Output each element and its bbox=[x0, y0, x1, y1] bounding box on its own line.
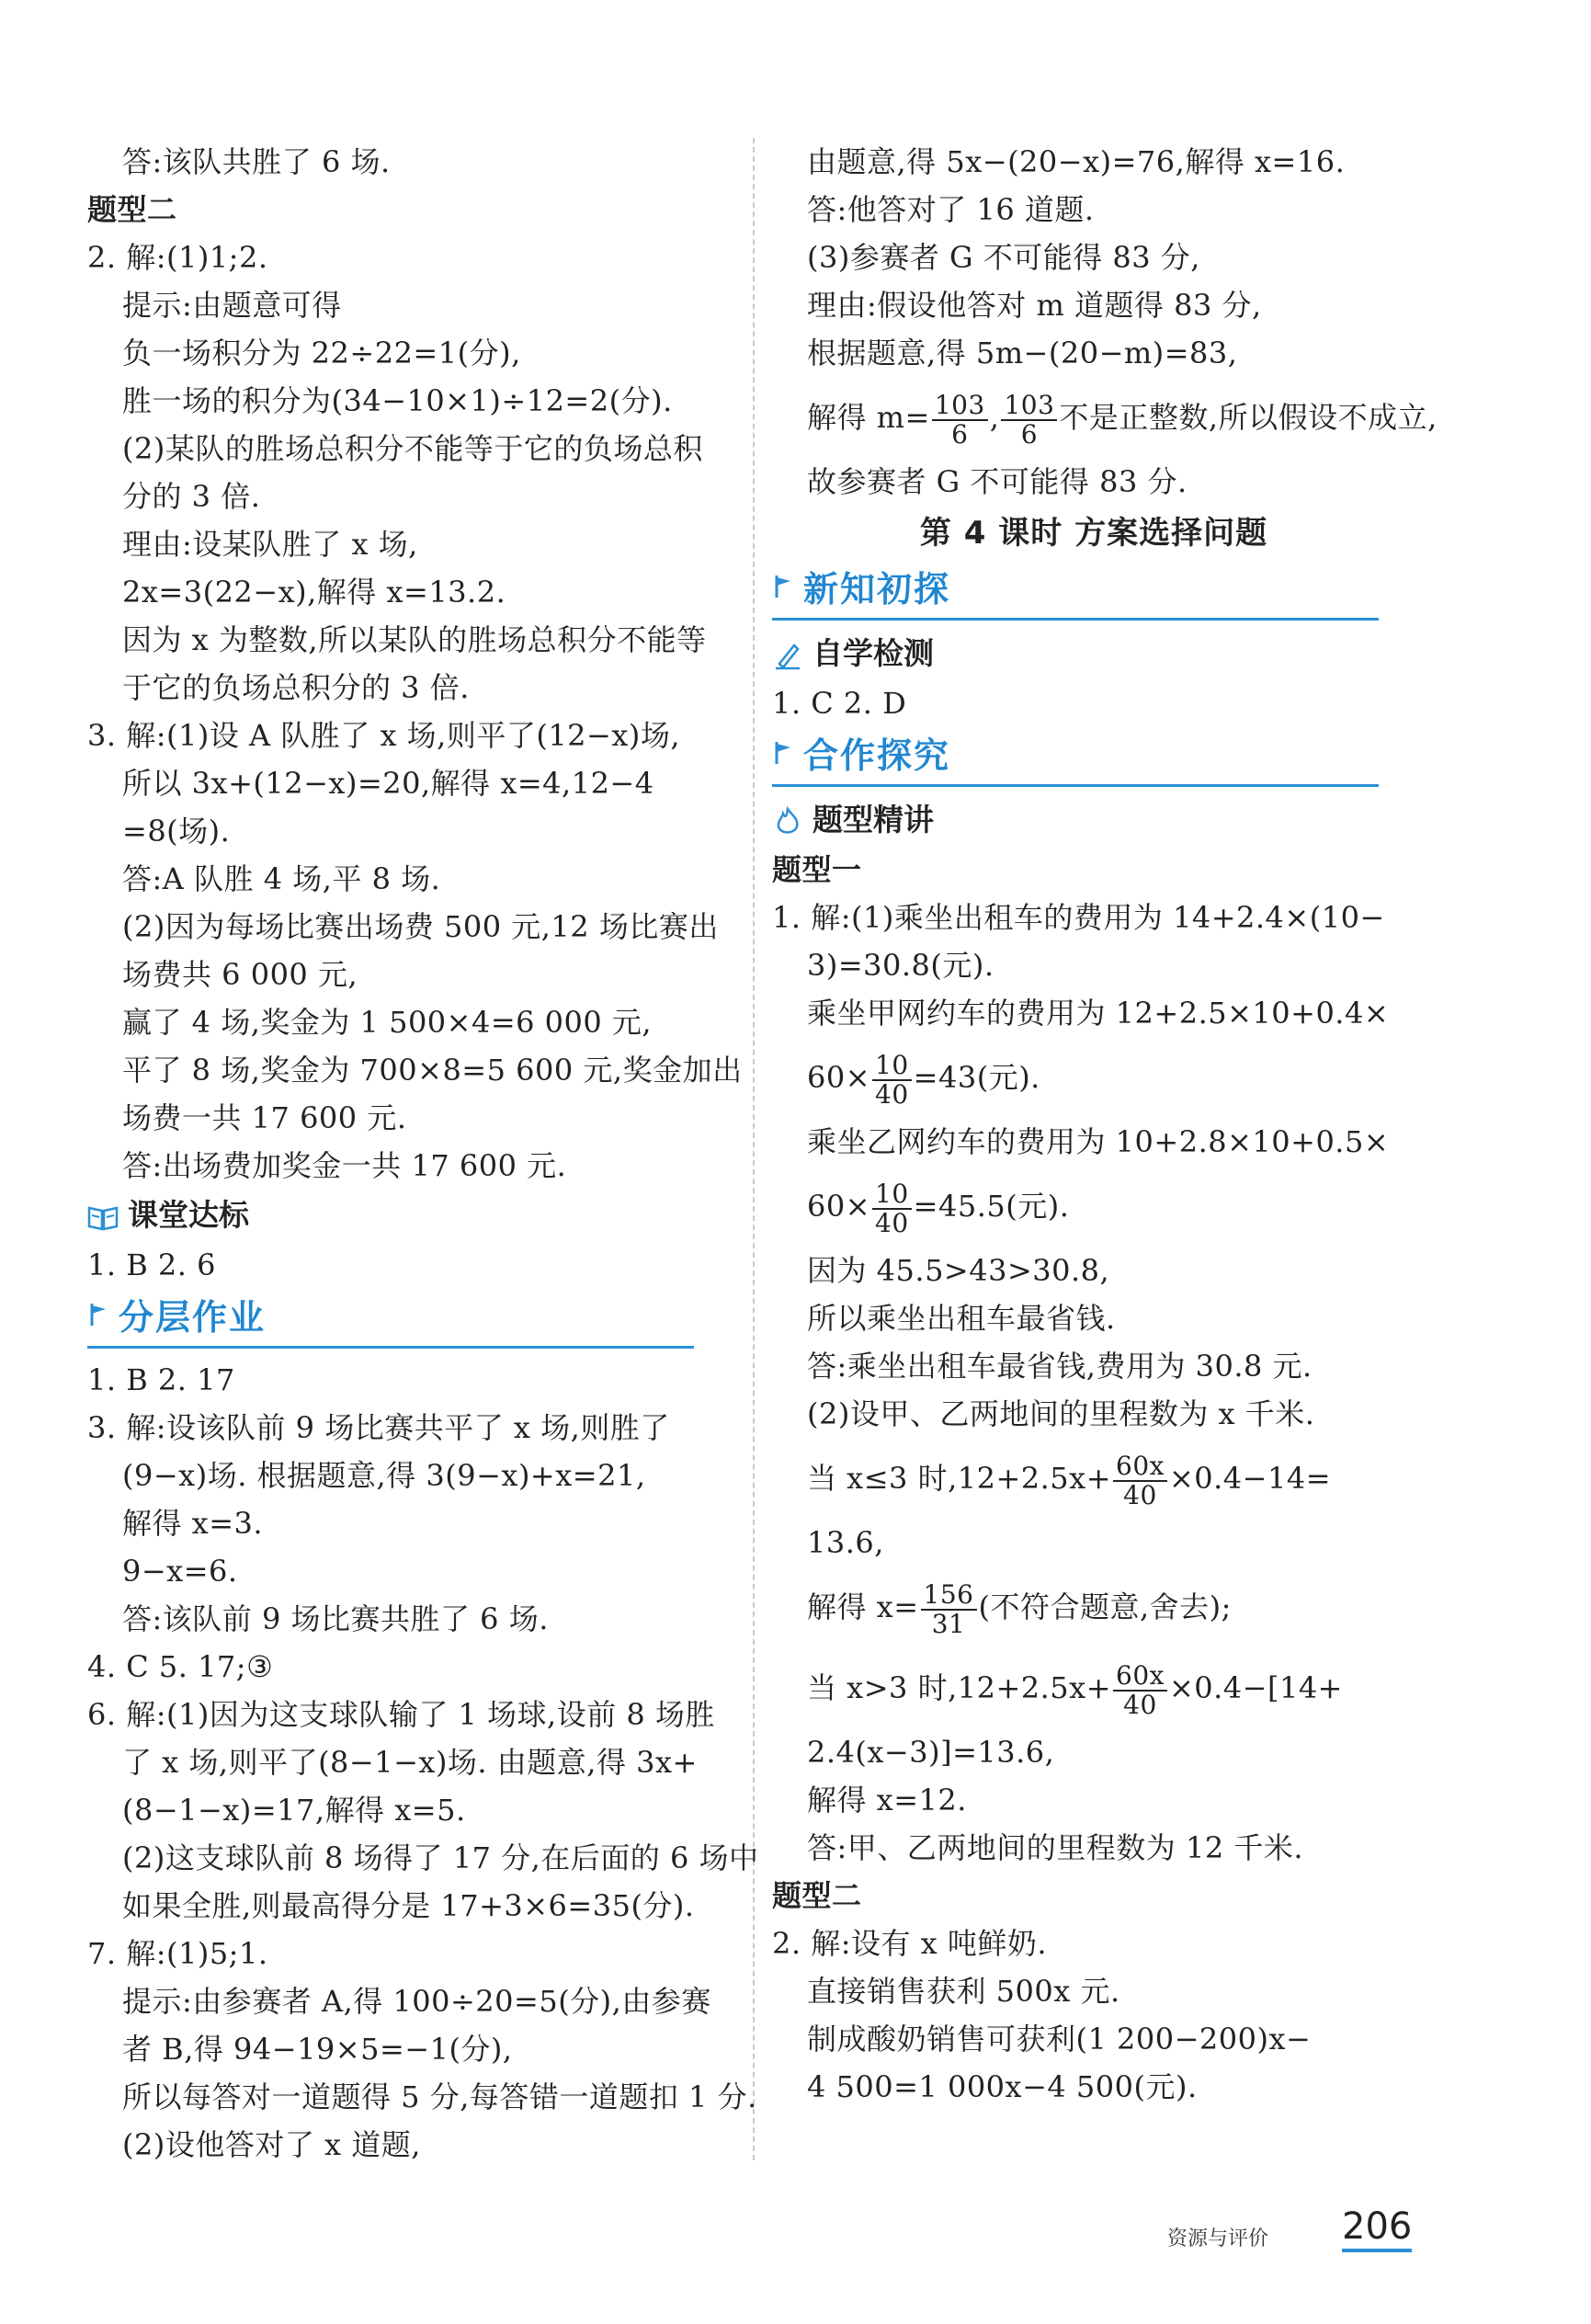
section-bar-title: 分层作业 bbox=[119, 1297, 267, 1338]
answer-line: 答:他答对了 16 道题. bbox=[807, 192, 1095, 227]
solution-line-with-fraction bbox=[772, 1037, 1415, 1118]
solution-line: 乘坐乙网约车的费用为 10+2.8×10+0.5× bbox=[807, 1124, 1390, 1159]
solution-line: (2)这支球队前 8 场得了 17 分,在后面的 6 场中 bbox=[122, 1840, 759, 1875]
solution-line: (2)设甲、乙两地间的里程数为 x 千米. bbox=[807, 1396, 1315, 1431]
numerator: 103 bbox=[932, 392, 988, 421]
answer-line: 1. B 2. 17 bbox=[87, 1362, 235, 1397]
solution-line: 制成酸奶销售可获利(1 200−200)x− bbox=[807, 2022, 1312, 2056]
section-bar-fenceng-zuoye bbox=[87, 1293, 694, 1349]
problem-type-heading: 题型二 bbox=[87, 192, 177, 227]
solution-line: 了 x 场,则平了(8−1−x)场. 由题意,得 3x+ bbox=[122, 1745, 698, 1780]
numerator: 10 bbox=[872, 1180, 912, 1210]
text-segment: 60× bbox=[807, 1060, 871, 1095]
flag-icon bbox=[87, 1302, 111, 1327]
solution-line: (3)参赛者 G 不可能得 83 分, bbox=[807, 240, 1200, 275]
solution-line: 根据题意,得 5m−(20−m)=83, bbox=[807, 336, 1238, 370]
solution-line: 6. 解:(1)因为这支球队输了 1 场球,设前 8 场胜 bbox=[87, 1697, 715, 1732]
solution-line: 提示:由题意可得 bbox=[122, 288, 342, 323]
solution-line: 于它的负场总积分的 3 倍. bbox=[122, 670, 470, 705]
solution-line: (2)设他答对了 x 道题, bbox=[122, 2127, 421, 2162]
solution-line: 1. 解:(1)乘坐出租车的费用为 14+2.4×(10− bbox=[772, 900, 1385, 935]
section-bar-xinzhi-chutan bbox=[772, 564, 1379, 621]
fraction bbox=[932, 389, 988, 450]
answer-line: 答:乘坐出租车最省钱,费用为 30.8 元. bbox=[807, 1349, 1313, 1384]
text-segment: 当 x>3 时,12+2.5x+ bbox=[807, 1670, 1112, 1705]
solution-line-with-fraction bbox=[772, 1647, 1415, 1728]
solution-line: (8−1−x)=17,解得 x=5. bbox=[122, 1793, 466, 1828]
problem-type-heading: 题型二 bbox=[772, 1878, 862, 1913]
section-heading-text: 题型精讲 bbox=[813, 802, 934, 837]
section-heading-text: 课堂达标 bbox=[128, 1197, 249, 1233]
section-bar-title: 合作探究 bbox=[803, 735, 951, 776]
answer-line: 答:甲、乙两地间的里程数为 12 千米. bbox=[807, 1830, 1304, 1865]
section-heading-text: 自学检测 bbox=[813, 635, 934, 671]
solution-line: 由题意,得 5x−(20−x)=76,解得 x=16. bbox=[807, 144, 1346, 179]
solution-line: 所以乘坐出租车最省钱. bbox=[807, 1301, 1116, 1336]
fraction bbox=[1001, 389, 1057, 450]
fraction bbox=[872, 1049, 912, 1110]
text-segment: ×0.4−[14+ bbox=[1168, 1670, 1343, 1705]
denominator: 6 bbox=[1020, 418, 1039, 450]
solution-line-with-fraction bbox=[772, 1438, 1415, 1519]
solution-line-with-fraction bbox=[772, 1166, 1415, 1247]
solution-line: 理由:假设他答对 m 道题得 83 分, bbox=[807, 288, 1262, 323]
text-segment: 当 x≤3 时,12+2.5x+ bbox=[807, 1461, 1112, 1496]
fraction bbox=[872, 1180, 912, 1237]
solution-line: 理由:设某队胜了 x 场, bbox=[122, 527, 418, 562]
solution-line: 3. 解:(1)设 A 队胜了 x 场,则平了(12−x)场, bbox=[87, 718, 681, 753]
text-segment: ×0.4−14= bbox=[1168, 1461, 1331, 1496]
numerator: 10 bbox=[872, 1052, 912, 1081]
answer-line: 答:该队共胜了 6 场. bbox=[122, 144, 391, 179]
solution-line: (2)某队的胜场总积分不能等于它的负场总积 bbox=[122, 431, 703, 466]
section-bar-title: 新知初探 bbox=[803, 569, 951, 609]
solution-line: 平了 8 场,奖金为 700×8=5 600 元,奖金加出 bbox=[122, 1053, 743, 1088]
solution-line: 3. 解:设该队前 9 场比赛共平了 x 场,则胜了 bbox=[87, 1410, 670, 1445]
denominator: 6 bbox=[951, 418, 969, 450]
solution-line: 2. 解:(1)1;2. bbox=[87, 240, 268, 275]
solution-line: 13.6, bbox=[807, 1525, 884, 1560]
solution-line: (2)因为每场比赛出场费 500 元,12 场比赛出 bbox=[122, 909, 719, 944]
solution-line: 因为 45.5>43>30.8, bbox=[807, 1253, 1110, 1288]
text-segment: , bbox=[989, 400, 1000, 435]
solution-line: 场费一共 17 600 元. bbox=[122, 1100, 407, 1135]
denominator: 31 bbox=[931, 1608, 966, 1639]
solution-line: 负一场积分为 22÷22=1(分), bbox=[122, 336, 521, 370]
numerator: 103 bbox=[1001, 392, 1057, 421]
text-segment: 解得 x= bbox=[807, 1589, 919, 1624]
solution-line: 如果全胜,则最高得分是 17+3×6=35(分). bbox=[122, 1888, 695, 1923]
right-column bbox=[772, 138, 1438, 2111]
answer-line: 1. C 2. D bbox=[772, 686, 907, 721]
section-heading-zixue-jiance bbox=[772, 628, 1415, 679]
denominator: 40 bbox=[875, 1207, 909, 1238]
solution-line: 赢了 4 场,奖金为 1 500×4=6 000 元, bbox=[122, 1005, 653, 1040]
answer-line: 答:A 队胜 4 场,平 8 场. bbox=[122, 861, 441, 896]
section-bar-hezuo-tanjiu bbox=[772, 731, 1379, 787]
solution-line: 2.4(x−3)]=13.6, bbox=[807, 1735, 1055, 1770]
text-segment: 60× bbox=[807, 1189, 871, 1224]
answer-line: 答:出场费加奖金一共 17 600 元. bbox=[122, 1148, 567, 1183]
text-segment: =43(元). bbox=[913, 1060, 1040, 1095]
page-number: 206 bbox=[1342, 2204, 1412, 2252]
solution-line: 乘坐甲网约车的费用为 12+2.5×10+0.4× bbox=[807, 996, 1390, 1031]
solution-line: 所以每答对一道题得 5 分,每答错一道题扣 1 分. bbox=[122, 2079, 757, 2114]
solution-line: 胜一场的积分为(34−10×1)÷12=2(分). bbox=[122, 383, 673, 418]
solution-line: 9−x=6. bbox=[122, 1554, 238, 1589]
open-book-icon bbox=[87, 1202, 119, 1233]
numerator: 60x bbox=[1113, 1452, 1167, 1482]
text-segment: =45.5(元). bbox=[913, 1189, 1070, 1224]
flame-icon bbox=[772, 806, 803, 837]
answer-line: 故参赛者 G 不可能得 83 分. bbox=[807, 464, 1188, 499]
section-heading-ketang-dabiao bbox=[87, 1190, 735, 1241]
solution-line: 直接销售获利 500x 元. bbox=[807, 1974, 1120, 2009]
left-column bbox=[87, 138, 759, 2169]
denominator: 40 bbox=[1123, 1479, 1157, 1510]
solution-line: 2. 解:设有 x 吨鲜奶. bbox=[772, 1926, 1048, 1961]
answer-line: 答:该队前 9 场比赛共胜了 6 场. bbox=[122, 1601, 549, 1636]
denominator: 40 bbox=[875, 1078, 909, 1110]
answer-line: 1. B 2. 6 bbox=[87, 1247, 216, 1282]
solution-line: (9−x)场. 根据题意,得 3(9−x)+x=21, bbox=[122, 1458, 646, 1493]
lesson-title: 第 4 课时 方案选择问题 bbox=[919, 515, 1268, 552]
section-heading-tixing-jingjiang bbox=[772, 794, 1415, 846]
text-segment: 不是正整数,所以假设不成立, bbox=[1059, 400, 1438, 435]
solution-line: 7. 解:(1)5;1. bbox=[87, 1936, 268, 1971]
flag-icon bbox=[772, 574, 796, 599]
answer-line: 4. C 5. 17;③ bbox=[87, 1649, 274, 1684]
solution-line: 者 B,得 94−19×5=−1(分), bbox=[122, 2032, 513, 2067]
numerator: 60x bbox=[1113, 1662, 1167, 1692]
problem-type-heading: 题型一 bbox=[772, 852, 862, 887]
solution-line: 3)=30.8(元). bbox=[807, 948, 994, 983]
text-segment: (不符合题意,舍去); bbox=[978, 1589, 1232, 1624]
solution-line-with-fraction bbox=[772, 1566, 1415, 1647]
pencil-icon bbox=[772, 640, 803, 671]
fraction bbox=[1113, 1659, 1167, 1720]
denominator: 40 bbox=[1123, 1689, 1157, 1720]
fraction bbox=[1113, 1452, 1167, 1509]
solution-line: 2x=3(22−x),解得 x=13.2. bbox=[122, 575, 506, 609]
footer-book-label: 资源与评价 bbox=[1167, 2227, 1269, 2250]
flag-icon bbox=[772, 740, 796, 766]
text-segment: 解得 m= bbox=[807, 400, 930, 435]
solution-line: 4 500=1 000x−4 500(元). bbox=[807, 2069, 1198, 2104]
solution-line-with-fractions bbox=[772, 377, 1438, 458]
solution-line: 所以 3x+(12−x)=20,解得 x=4,12−4 bbox=[122, 766, 654, 801]
solution-line: 场费共 6 000 元, bbox=[122, 957, 358, 992]
solution-line: 解得 x=3. bbox=[122, 1506, 264, 1541]
solution-line: =8(场). bbox=[122, 814, 231, 849]
solution-line: 分的 3 倍. bbox=[122, 479, 261, 514]
fraction bbox=[921, 1578, 977, 1639]
numerator: 156 bbox=[921, 1581, 977, 1611]
solution-line: 解得 x=12. bbox=[807, 1783, 967, 1817]
solution-line: 因为 x 为整数,所以某队的胜场总积分不能等 bbox=[122, 622, 707, 657]
solution-line: 提示:由参赛者 A,得 100÷20=5(分),由参赛 bbox=[122, 1984, 711, 2019]
